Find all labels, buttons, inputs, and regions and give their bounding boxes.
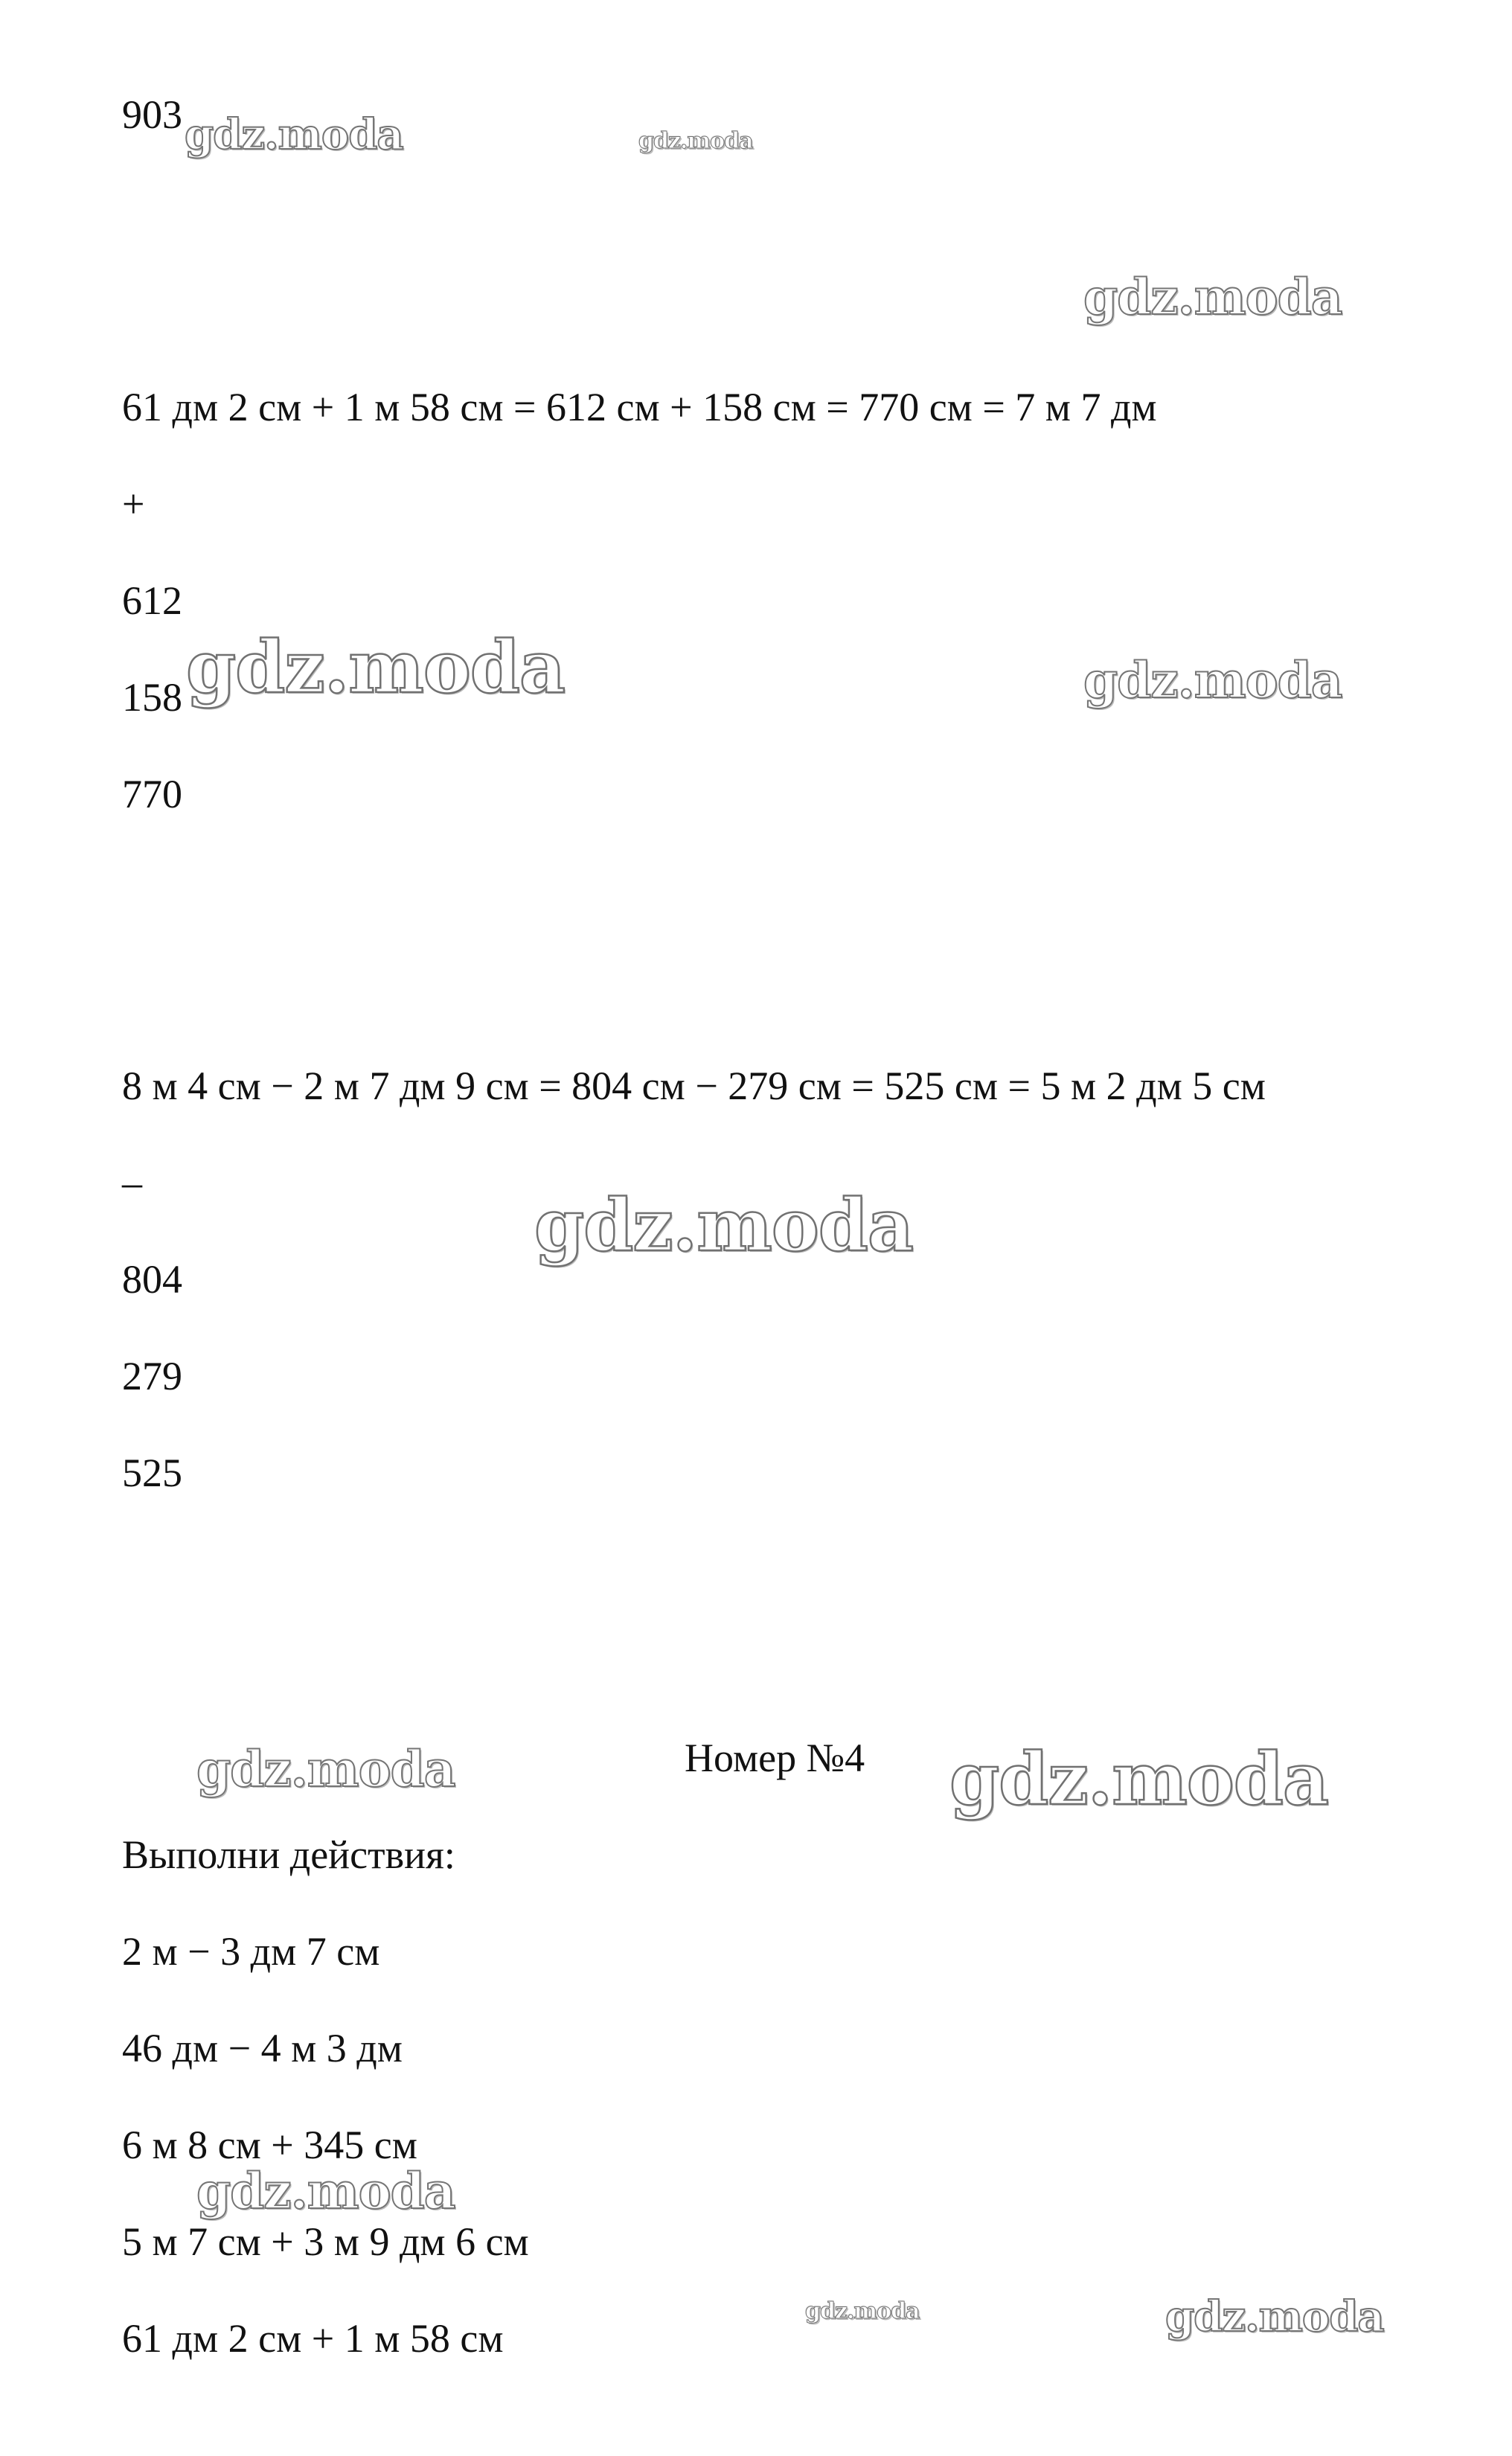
column-result-2: 525 [122, 1451, 182, 1495]
equation-2: 8 м 4 см − 2 м 7 дм 9 см = 804 см − 279 см = 525 см = 5 м 2 дм 5 см [122, 1064, 1266, 1108]
task-item-1: 2 м − 3 дм 7 см [122, 1929, 380, 1974]
watermark: gdz.moda [196, 2162, 455, 2220]
header-number: 903 [122, 92, 182, 137]
equation-1: 61 дм 2 см + 1 м 58 см = 612 см + 158 см = 770 см = 7 м 7 дм [122, 385, 1157, 429]
watermark: gdz.moda [185, 110, 403, 159]
watermark: gdz.moda [1083, 268, 1342, 326]
watermark: gdz.moda [1083, 651, 1342, 709]
watermark: gdz.moda [1165, 2292, 1384, 2341]
column-result-1: 770 [122, 772, 182, 816]
task-heading: Номер №4 [685, 1736, 865, 1780]
watermark: gdz.moda [196, 1740, 455, 1798]
column-operator-1: + [122, 482, 145, 526]
column-operand-1a: 612 [122, 578, 182, 623]
column-operand-2b: 279 [122, 1354, 182, 1398]
task-item-4: 5 м 7 см + 3 м 9 дм 6 см [122, 2219, 529, 2264]
task-item-5: 61 дм 2 см + 1 м 58 см [122, 2316, 504, 2361]
watermark: gdz.moda [949, 1737, 1329, 1821]
task-item-3: 6 м 8 см + 345 см [122, 2123, 417, 2167]
task-item-2: 46 дм − 4 м 3 дм [122, 2026, 403, 2070]
watermark: gdz.moda [638, 128, 753, 154]
task-instruction: Выполни действия: [122, 1832, 455, 1877]
watermark: gdz.moda [805, 2298, 920, 2324]
watermark: gdz.moda [186, 625, 566, 709]
column-operator-2: – [122, 1160, 142, 1205]
column-operand-1b: 158 [122, 675, 182, 720]
watermark: gdz.moda [534, 1183, 914, 1267]
column-operand-2a: 804 [122, 1257, 182, 1302]
